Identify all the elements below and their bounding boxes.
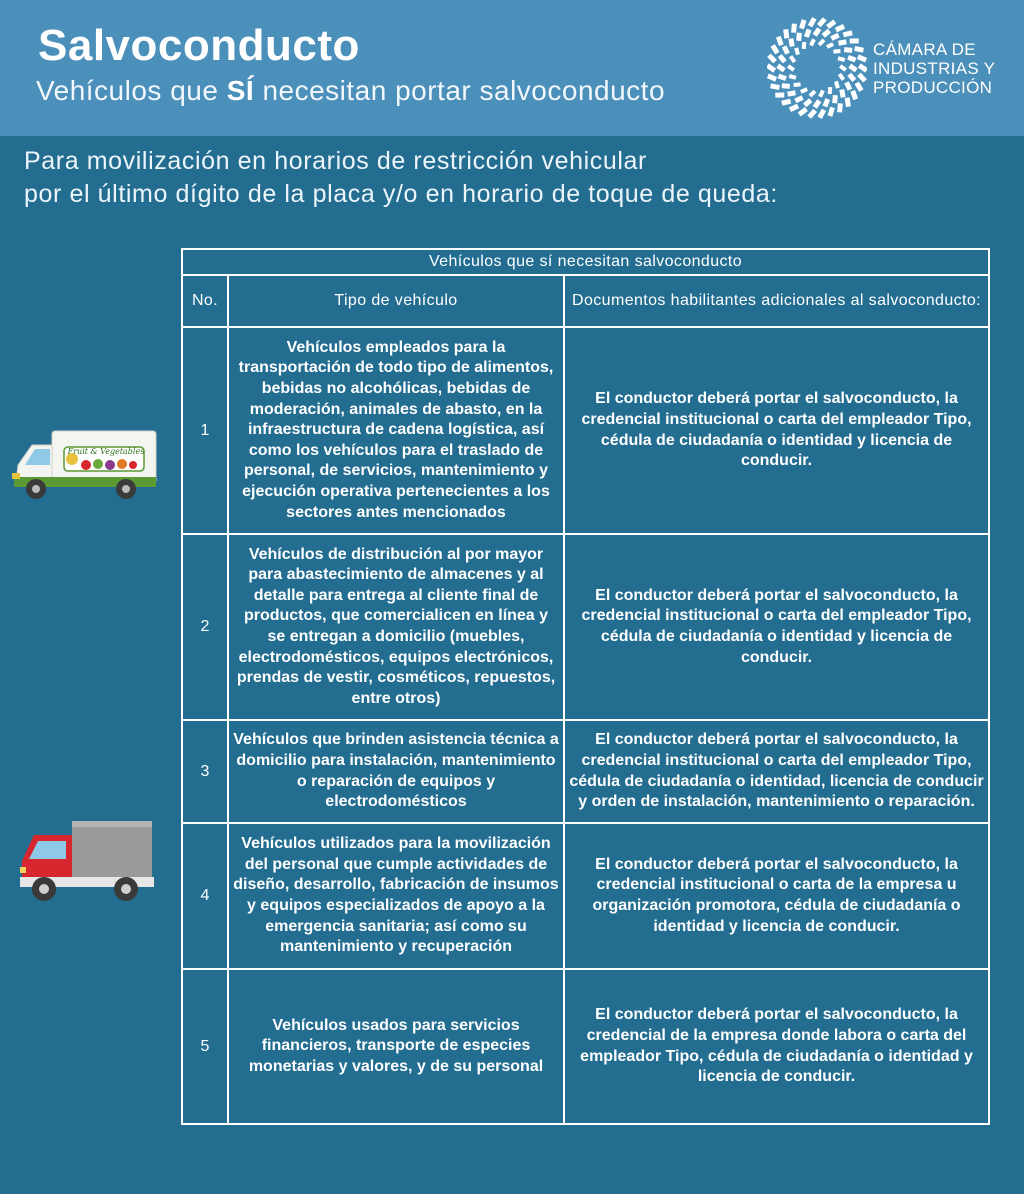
intro-line-2: por el último dígito de la placa y/o en horario de toque de queda:	[24, 180, 778, 208]
vehicle-type: Vehículos que brinden asistencia técnica a domicilio para instalación, mantenimiento o reparación de equipos y electrodomésticos	[228, 720, 564, 823]
required-documents: El conductor deberá portar el salvoconducto, la credencial de la empresa donde labora o carta del empleador Tipo, cédula de ciudadanía o identidad y licencia de conducir.	[564, 969, 989, 1124]
van-sign-text: Fruit & Vegetables	[67, 447, 145, 456]
table-row	[182, 720, 989, 823]
logo-line-2: INDUSTRIAS Y	[873, 59, 996, 78]
subtitle-prefix: Vehículos que	[36, 75, 227, 106]
vehicle-table	[181, 248, 990, 1125]
required-documents: El conductor deberá portar el salvoconducto, la credencial institucional o carta del empleador Tipo, cédula de ciudadanía o identidad, licencia de conducir y orden de instalación, mantenimiento o reparación.	[564, 720, 989, 823]
intro-line-1: Para movilización en horarios de restricción vehicular	[24, 147, 647, 175]
chamber-logo-icon	[767, 16, 867, 120]
vehicle-type: Vehículos empleados para la transportación de todo tipo de alimentos, bebidas no alcohólicas, bebidas de moderación, animales de abasto, en la infraestructura de cadena logística, así como los vehículos para el traslado de personal, de servicios, mantenimiento y ejecución operativa pertenecientes a los sectores antes mencionados	[228, 327, 564, 534]
required-documents: El conductor deberá portar el salvoconducto, la credencial institucional o carta de la empresa u organización promotora, cédula de ciudadanía o identidad y licencia de conducir.	[564, 823, 989, 969]
table-caption: Vehículos que sí necesitan salvoconducto	[182, 249, 989, 275]
row-number: 5	[182, 969, 228, 1124]
page-title: Salvoconducto	[38, 21, 360, 70]
logo-line-1: CÁMARA DE	[873, 40, 976, 59]
subtitle-emphasis: SÍ	[226, 75, 255, 106]
produce-van-icon	[10, 425, 160, 505]
table-row	[182, 823, 989, 969]
required-documents: El conductor deberá portar el salvoconducto, la credencial institucional o carta del empleador Tipo, cédula de ciudadanía o identidad y licencia de conducir.	[564, 534, 989, 720]
chamber-logo-text	[873, 40, 1013, 97]
vehicle-type: Vehículos utilizados para la movilización del personal que cumple actividades de diseño, desarrollo, fabricación de insumos y equipos especializados de apoyo a la emergencia sanitaria; así como su mantenimiento y recuperación	[228, 823, 564, 969]
column-header-number: No.	[182, 275, 228, 327]
column-header-documents: Documentos habilitantes adicionales al salvoconducto:	[564, 275, 989, 327]
column-header-type: Tipo de vehículo	[228, 275, 564, 327]
page-subtitle	[36, 74, 665, 108]
table-row	[182, 534, 989, 720]
row-number: 2	[182, 534, 228, 720]
delivery-truck-icon	[18, 815, 156, 907]
intro-text	[24, 145, 984, 211]
vehicle-type: Vehículos usados para servicios financieros, transporte de especies monetarias y valores, y de su personal	[228, 969, 564, 1124]
vehicle-type: Vehículos de distribución al por mayor para abastecimiento de almacenes y al detalle para entrega al cliente final de productos, que comercialicen en línea y se entregan a domicilio (muebles, electrodomésticos, equipos electrónicos, prendas de vestir, cosméticos, repuestos, entre otros)	[228, 534, 564, 720]
table-row	[182, 969, 989, 1124]
row-number: 1	[182, 327, 228, 534]
logo-line-3: PRODUCCIÓN	[873, 78, 993, 97]
subtitle-suffix: necesitan portar salvoconducto	[254, 75, 666, 106]
table-row	[182, 327, 989, 534]
header-band	[0, 0, 1024, 136]
row-number: 3	[182, 720, 228, 823]
required-documents: El conductor deberá portar el salvoconducto, la credencial institucional o carta del empleador Tipo, cédula de ciudadanía o identidad y licencia de conducir.	[564, 327, 989, 534]
row-number: 4	[182, 823, 228, 969]
